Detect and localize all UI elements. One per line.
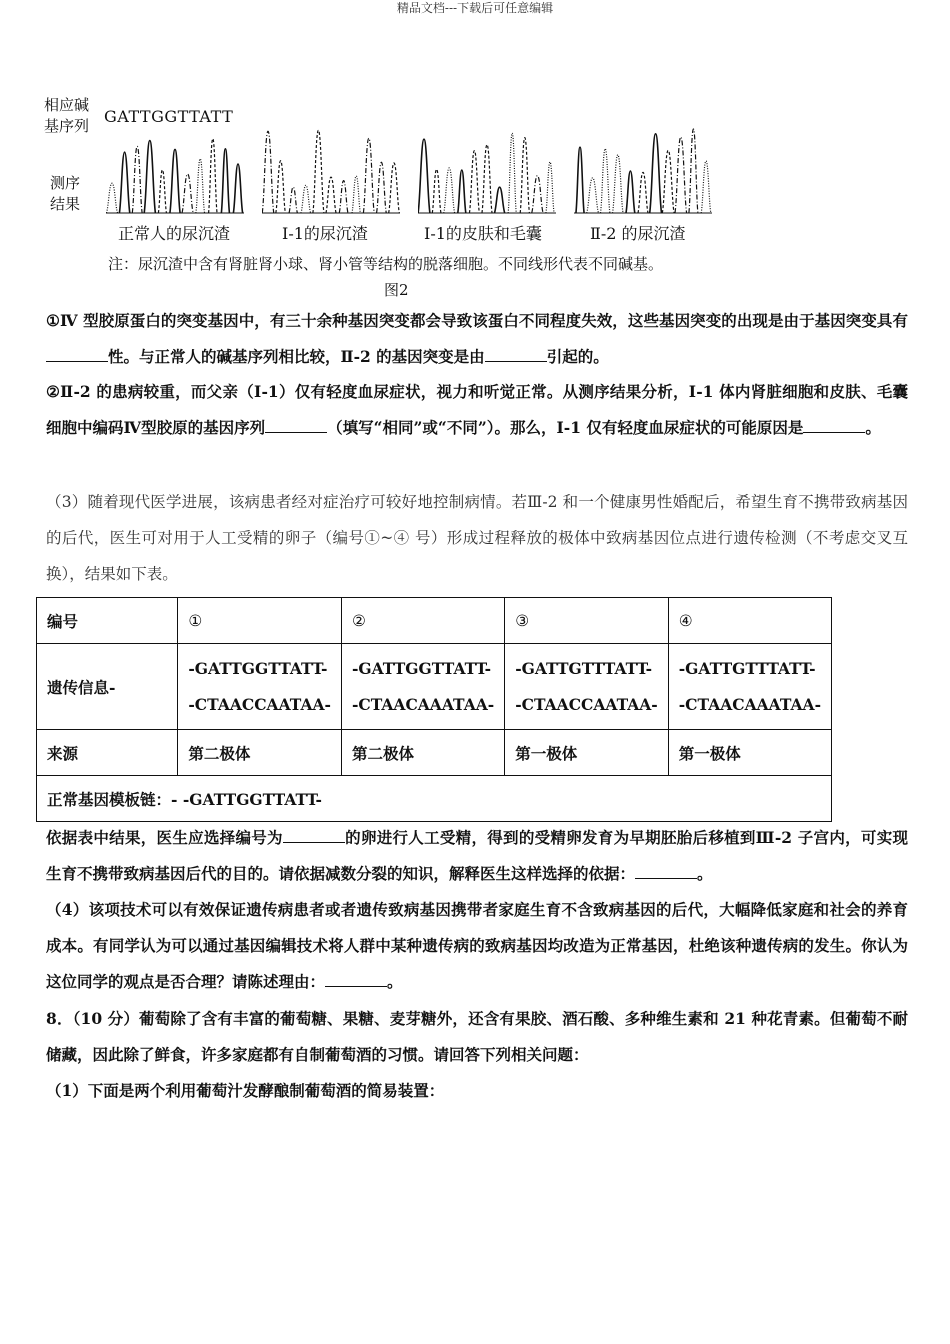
chromatogram-peak xyxy=(638,172,648,213)
chromatogram-peak xyxy=(482,145,492,213)
p2-text-b: （填写“相同”或“不同”）。那么，Ⅰ-1 仅有轻度血尿症状的可能原因是 xyxy=(327,418,804,437)
chromatogram-peak xyxy=(209,139,217,213)
p1-text-c: 引起的。 xyxy=(546,347,609,366)
p4-text-c: 。 xyxy=(697,864,713,883)
chromatogram-peak xyxy=(662,150,674,213)
chromatogram-peak xyxy=(170,149,180,213)
caption-i1-skin: Ⅰ-1的皮肤和毛囊 xyxy=(424,224,542,243)
chromatogram-peak xyxy=(301,185,311,213)
chromatogram-peak xyxy=(119,152,129,213)
chromatogram-peak xyxy=(363,138,374,213)
chromatogram-peak xyxy=(326,177,336,213)
chromatogram-i1-urine xyxy=(262,123,400,223)
answer-blank-1[interactable] xyxy=(46,345,108,362)
table-row-source xyxy=(37,730,832,776)
question-part-2 xyxy=(46,374,908,446)
row-header-id: 编号 xyxy=(37,598,178,644)
id-3: ③ xyxy=(505,598,669,644)
question-part-3-answer xyxy=(46,820,908,892)
strand2-3: -CTAACCAATAA- xyxy=(515,694,658,714)
chromatogram-peak xyxy=(626,171,635,213)
chromatogram-peak xyxy=(469,151,479,213)
question-8: 8．（10 分）葡萄除了含有丰富的葡萄糖、果糖、麦芽糖外，还含有果胶、酒石酸、多种维生素和 21 种花青素。但葡萄不耐储藏，因此除了鲜食，许多家庭都有自制葡萄酒的习惯。请回答下列相关问题： xyxy=(46,1009,908,1064)
source-2: 第二极体 xyxy=(341,730,504,776)
label-sequence-line1: 相应碱 xyxy=(44,96,90,114)
label-sequence xyxy=(44,95,89,137)
chromatogram-peak xyxy=(221,149,229,213)
genetic-info-2 xyxy=(341,644,504,730)
strand1-1: -GATTGGTTATT- xyxy=(188,658,328,678)
source-3: 第一极体 xyxy=(505,730,669,776)
strand1-2: -GATTGGTTATT- xyxy=(351,658,492,678)
caption-i1-urine: Ⅰ-1的尿沉渣 xyxy=(282,224,368,243)
chromatogram-peak xyxy=(106,183,117,213)
chromatogram-peak xyxy=(432,169,441,213)
p5-text-a: （4）该项技术可以有效保证遗传病患者或者遗传致病基因携带者家庭生育不含致病基因的后代，大幅降低家庭和社会的养育成本。有同学认为可以通过基因编辑技术将人群中某种遗传病的致病基因均改造为正常基因，杜绝该种遗传病的发生。你认为这位同学的观点是否合理？请陈述理由： xyxy=(46,900,908,991)
chromatogram-normal xyxy=(106,123,244,223)
chromatogram-peak xyxy=(576,147,584,213)
chromatogram-peak xyxy=(289,187,297,213)
chromatogram-peak xyxy=(352,176,360,213)
caption-ii2-urine: Ⅱ-2 的尿沉渣 xyxy=(590,224,686,243)
chromatogram-peak xyxy=(233,164,242,213)
answer-blank-6[interactable] xyxy=(635,862,697,879)
template-strand-note: 正常基因模板链：- -GATTGGTTATT- xyxy=(37,776,832,822)
chromatogram-peak xyxy=(689,129,698,213)
genetic-info-3 xyxy=(505,644,669,730)
chromatogram-peak xyxy=(520,138,529,213)
id-2: ② xyxy=(341,598,504,644)
chromatogram-peak xyxy=(132,146,142,213)
chromatogram-peak xyxy=(377,162,387,213)
base-sequence: GATTGGTTATT xyxy=(104,107,234,126)
chromatogram-peak xyxy=(650,134,662,213)
header-note: 精品文档---下载后可任意编辑 xyxy=(396,1,554,15)
chromatogram-peak xyxy=(144,141,155,213)
label-result-line1: 测序 xyxy=(50,174,81,192)
caption-normal: 正常人的尿沉渣 xyxy=(118,224,231,243)
genetic-info-4 xyxy=(668,644,831,730)
p2-text-c: 。 xyxy=(865,418,881,437)
chromatogram-peak xyxy=(546,162,554,213)
strand2-4: -CTAACAAATAA- xyxy=(678,694,821,714)
chromatogram-ii2-urine xyxy=(574,123,712,223)
chromatogram-peak xyxy=(587,178,599,213)
sequencing-figure xyxy=(42,95,722,310)
question-part-1 xyxy=(46,303,908,375)
strand2-1: -CTAACCAATAA- xyxy=(188,694,331,714)
chromatogram-peak xyxy=(418,139,430,213)
chromatogram-peak xyxy=(276,161,286,213)
question-part-3: （3）随着现代医学进展，该病患者经对症治疗可较好地控制病情。若Ⅲ-2 和一个健康男性婚配后，希望生育不携带致病基因的后代，医生可对用于人工受精的卵子（编号①~④ 号）形成过程释放的极体中致病基因位点进行遗传检测（不考虑交叉互换），结果如下表。 xyxy=(46,493,908,583)
chromatogram-peak xyxy=(458,170,466,213)
question-8-part-1: （1）下面是两个利用葡萄汁发酵酿制葡萄酒的简易装置： xyxy=(46,1081,445,1100)
table-row-footer xyxy=(37,776,832,822)
answer-blank-4[interactable] xyxy=(803,416,865,433)
source-1: 第二极体 xyxy=(178,730,342,776)
chromatogram-peak xyxy=(675,137,687,213)
p1-text-a: ①Ⅳ 型胶原蛋白的突变基因中，有三十余种基因突变都会导致该蛋白不同程度失效，这些基因突变的出现是由于基因突变具有 xyxy=(46,311,908,330)
figure-title: 图2 xyxy=(384,281,409,299)
p5-text-b: 。 xyxy=(387,972,403,991)
strand2-2: -CTAACAAATAA- xyxy=(351,694,495,714)
chromatogram-peak xyxy=(444,168,455,213)
chromatogram-peak xyxy=(182,174,193,213)
label-sequence-line2: 基序列 xyxy=(44,117,90,135)
answer-blank-5[interactable] xyxy=(283,826,345,843)
chromatogram-peak xyxy=(262,131,274,213)
chromatogram-peak xyxy=(339,181,348,213)
question-part-4 xyxy=(46,892,908,1000)
p4-text-a: 依据表中结果，医生应选择编号为 xyxy=(46,828,283,847)
figure-note: 注：尿沉渣中含有肾脏肾小球、肾小管等结构的脱落细胞。不同线形代表不同碱基。 xyxy=(108,255,664,273)
row-header-source: 来源 xyxy=(37,730,178,776)
label-result xyxy=(50,173,80,215)
chromatogram-peak xyxy=(532,176,543,213)
chromatogram-peak xyxy=(613,155,624,213)
table-row-id xyxy=(37,598,832,644)
id-1: ① xyxy=(178,598,342,644)
chromatogram-peak xyxy=(196,159,205,213)
chromatogram-peak xyxy=(313,130,324,213)
chromatogram-i1-skin xyxy=(418,123,556,223)
p4-text-b: 的卵进行人工受精，得到的受精卵发育为早期胚胎后移植到Ⅲ-2 子宫内，可实现生育不携带致病基因后代的目的。请依据减数分裂的知识，解释医生这样选择的依据： xyxy=(46,828,908,883)
id-4: ④ xyxy=(668,598,831,644)
table-row-genetic-info xyxy=(37,644,832,730)
row-header-genetic-info: 遗传信息- xyxy=(37,644,178,730)
answer-blank-3[interactable] xyxy=(265,416,327,433)
answer-blank-2[interactable] xyxy=(485,345,547,362)
source-4: 第一极体 xyxy=(668,730,831,776)
genetic-info-1 xyxy=(178,644,342,730)
chromatogram-peak xyxy=(158,170,166,213)
chromatogram-peak xyxy=(701,161,711,213)
label-result-line2: 结果 xyxy=(50,195,81,213)
p2-text-a: ②Ⅱ-2 的患病较重，而父亲（Ⅰ-1）仅有轻度血尿症状，视力和听觉正常。从测序结果分析，Ⅰ-1 体内肾脏细胞和皮肤、毛囊细胞中编码Ⅳ型胶原的基因序列 xyxy=(46,382,908,437)
answer-blank-7[interactable] xyxy=(325,970,387,987)
chromatogram-peak xyxy=(508,133,516,213)
chromatogram-peak xyxy=(494,187,504,213)
strand1-4: -GATTGTTTATT- xyxy=(678,658,816,678)
chromatogram-peak xyxy=(389,163,400,213)
strand1-3: -GATTGTTTATT- xyxy=(515,658,653,678)
polar-body-table xyxy=(36,597,832,822)
chromatogram-peak xyxy=(600,149,609,213)
p1-text-b: 性。与正常人的碱基序列相比较，Ⅱ-2 的基因突变是由 xyxy=(108,347,485,366)
